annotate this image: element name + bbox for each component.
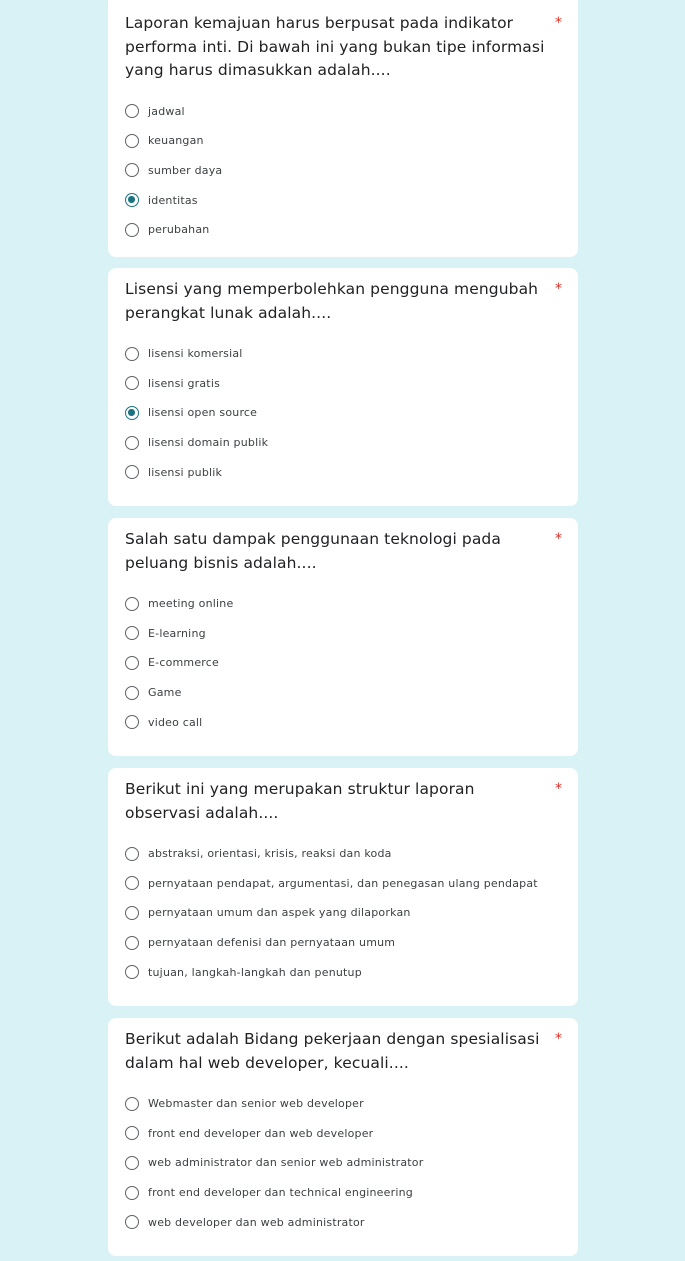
option-label: Webmaster dan senior web developer (148, 1097, 364, 1111)
radio-button[interactable] (125, 1186, 139, 1200)
question-card-5 (108, 1018, 578, 1256)
option-label: tujuan, langkah-langkah dan penutup (148, 965, 362, 979)
options-list (125, 589, 554, 737)
question-header (125, 1028, 562, 1075)
option-label: Game (148, 686, 182, 700)
option-pernyataan-pendapat[interactable] (125, 869, 554, 899)
option-label: abstraksi, orientasi, krisis, reaksi dan koda (148, 847, 392, 861)
radio-button[interactable] (125, 1126, 139, 1140)
radio-button-checked[interactable] (125, 406, 139, 420)
option-sumber-daya[interactable] (125, 156, 554, 186)
option-webmaster[interactable] (125, 1089, 554, 1119)
required-asterisk: * (555, 781, 562, 797)
option-label: video call (148, 715, 203, 729)
option-label: pernyataan pendapat, argumentasi, dan penegasan ulang pendapat (148, 876, 538, 890)
option-web-developer-admin[interactable] (125, 1207, 554, 1237)
options-list (125, 839, 554, 987)
radio-button[interactable] (125, 376, 139, 390)
question-header (125, 278, 562, 325)
options-list (125, 97, 554, 245)
radio-button[interactable] (125, 936, 139, 950)
option-web-administrator[interactable] (125, 1148, 554, 1178)
radio-button[interactable] (125, 465, 139, 479)
radio-button[interactable] (125, 1097, 139, 1111)
option-video-call[interactable] (125, 707, 554, 737)
question-header (125, 778, 562, 825)
radio-button[interactable] (125, 134, 139, 148)
radio-button[interactable] (125, 906, 139, 920)
option-label: E-commerce (148, 656, 219, 670)
option-lisensi-domain-publik[interactable] (125, 428, 554, 458)
required-asterisk: * (555, 1031, 562, 1047)
radio-button-checked[interactable] (125, 193, 139, 207)
radio-button[interactable] (125, 847, 139, 861)
option-label: jadwal (148, 104, 185, 118)
radio-button[interactable] (125, 686, 139, 700)
option-label: web administrator dan senior web administrator (148, 1156, 424, 1170)
question-text: Lisensi yang memperbolehkan pengguna mengubah perangkat lunak adalah.... (125, 280, 539, 322)
option-lisensi-publik[interactable] (125, 457, 554, 487)
option-perubahan[interactable] (125, 215, 554, 245)
option-pernyataan-defenisi[interactable] (125, 928, 554, 958)
question-text: Berikut adalah Bidang pekerjaan dengan spesialisasi dalam hal web developer, kecuali.... (125, 1030, 540, 1072)
option-jadwal[interactable] (125, 97, 554, 127)
option-lisensi-komersial[interactable] (125, 339, 554, 369)
option-front-end-web[interactable] (125, 1119, 554, 1149)
option-tujuan[interactable] (125, 957, 554, 987)
option-front-end-technical[interactable] (125, 1178, 554, 1208)
radio-button[interactable] (125, 1215, 139, 1229)
radio-button[interactable] (125, 656, 139, 670)
option-label: pernyataan umum dan aspek yang dilaporkan (148, 906, 411, 920)
question-header (125, 528, 562, 575)
option-label: lisensi publik (148, 465, 223, 479)
option-label: lisensi open source (148, 406, 258, 420)
radio-button[interactable] (125, 347, 139, 361)
option-e-commerce[interactable] (125, 648, 554, 678)
radio-button[interactable] (125, 597, 139, 611)
radio-button[interactable] (125, 626, 139, 640)
radio-button[interactable] (125, 715, 139, 729)
question-card-3 (108, 518, 578, 756)
required-asterisk: * (555, 281, 562, 297)
option-label: lisensi gratis (148, 376, 221, 390)
question-header (125, 12, 562, 83)
option-label: lisensi komersial (148, 347, 243, 361)
option-label: meeting online (148, 597, 234, 611)
option-abstraksi[interactable] (125, 839, 554, 869)
option-label: front end developer dan web developer (148, 1126, 374, 1140)
question-text: Berikut ini yang merupakan struktur laporan observasi adalah.... (125, 780, 475, 822)
question-card-4 (108, 768, 578, 1006)
option-label: pernyataan defenisi dan pernyataan umum (148, 936, 396, 950)
option-label: lisensi domain publik (148, 436, 269, 450)
option-identitas[interactable] (125, 185, 554, 215)
radio-button[interactable] (125, 163, 139, 177)
question-card-1 (108, 0, 578, 257)
option-label: identitas (148, 193, 198, 207)
option-label: E-learning (148, 626, 206, 640)
option-pernyataan-umum[interactable] (125, 898, 554, 928)
radio-button[interactable] (125, 223, 139, 237)
radio-button[interactable] (125, 436, 139, 450)
option-label: perubahan (148, 223, 210, 237)
required-asterisk: * (555, 15, 562, 31)
option-meeting-online[interactable] (125, 589, 554, 619)
question-text: Laporan kemajuan harus berpusat pada indikator performa inti. Di bawah ini yang bukan tipe informasi yang harus dimasukkan adalah.... (125, 14, 545, 79)
option-lisensi-gratis[interactable] (125, 369, 554, 399)
option-e-learning[interactable] (125, 619, 554, 649)
options-list (125, 339, 554, 487)
radio-button[interactable] (125, 1156, 139, 1170)
question-text: Salah satu dampak penggunaan teknologi pada peluang bisnis adalah.... (125, 530, 501, 572)
option-label: front end developer dan technical engineering (148, 1186, 413, 1200)
radio-button[interactable] (125, 104, 139, 118)
required-asterisk: * (555, 531, 562, 547)
option-game[interactable] (125, 678, 554, 708)
question-card-2 (108, 268, 578, 506)
radio-button[interactable] (125, 876, 139, 890)
options-list (125, 1089, 554, 1237)
option-lisensi-open-source[interactable] (125, 398, 554, 428)
option-label: keuangan (148, 134, 204, 148)
option-keuangan[interactable] (125, 126, 554, 156)
option-label: sumber daya (148, 163, 223, 177)
option-label: web developer dan web administrator (148, 1215, 365, 1229)
radio-button[interactable] (125, 965, 139, 979)
